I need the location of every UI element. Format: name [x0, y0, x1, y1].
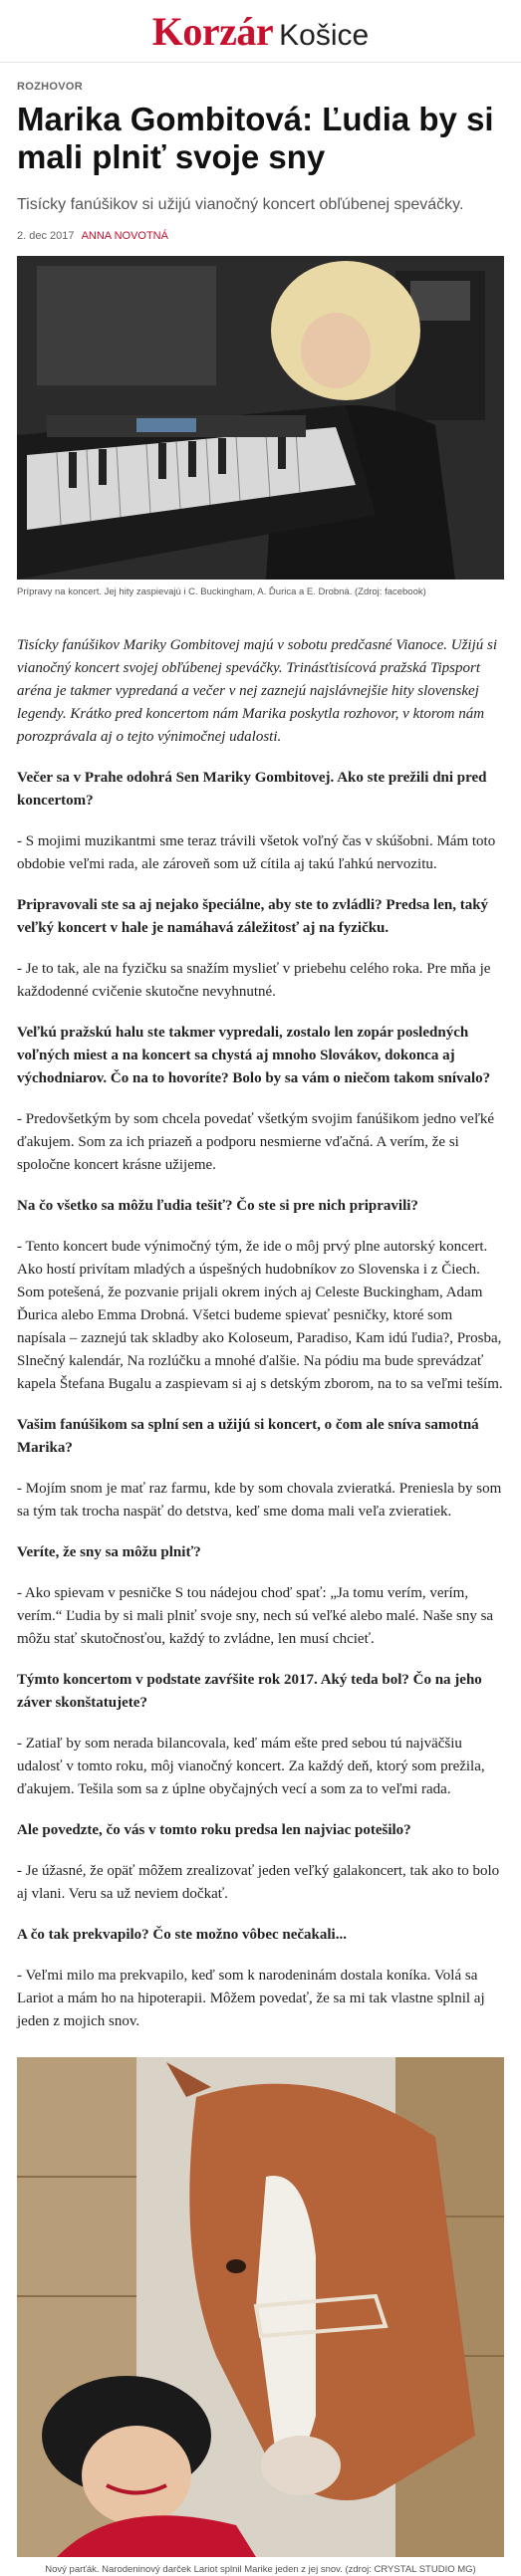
question-9: A čo tak prekvapilo? Čo ste možno vôbec nečakali...	[17, 1927, 347, 1943]
answer-8: - Je úžasné, že opäť môžem zrealizovať jeden veľký galakoncert, tak ako to bolo aj vlani. Veru sa už neviem dočkať.	[17, 1863, 500, 1902]
logo-korzar: Korzár	[151, 8, 274, 54]
question-1: Večer sa v Prahe odohrá Sen Mariky Gombitovej. Ako ste prežili dni pred koncertom?	[17, 770, 487, 809]
photo-horse-illustration	[17, 2057, 504, 2557]
article-kicker[interactable]: ROZHOVOR	[17, 81, 83, 93]
question-8: Ale povedzte, čo vás v tomto roku predsa len najviac potešilo?	[17, 1822, 411, 1838]
site-header	[0, 0, 521, 63]
logo-city: Košice	[279, 18, 370, 52]
site-logo[interactable]	[152, 8, 369, 55]
question-2: Pripravovali ste sa aj nejako špeciálne, aby ste to zvládli? Predsa len, taký veľký koncert v hale je namáhavá záležitosť aj na fyzičku.	[17, 897, 489, 936]
question-6: Veríte, že sny sa môžu plniť?	[17, 1544, 201, 1560]
article-photo-horse[interactable]	[17, 2057, 504, 2557]
answer-4: - Tento koncert bude výnimočný tým, že ide o môj prvý plne autorský koncert. Ako hostí privítam mladých a úspešných hudobníkov zo Slovenska i z Čiech. Som potešená, že pozvanie prijali okrem iných aj Celeste Buckingham, Adam Ďurica alebo Emma Drobná. Všetci budeme spievať pesničky, ktoré som napísala – zaznejú tak skladby ako Koloseum, Paradiso, Kam idú ľudia?, Prosba, Slnečný kalendár, Na rozlúčku a mnohé ďalšie. Na pódiu ma bude sprevádzať kapela Štefana Bugalu a zaspievam si aj s detským zborom, na to sa veľmi teším.	[17, 1239, 503, 1392]
photo2-caption: Nový parťák. Narodeninový darček Lariot splnil Marike jeden z jej snov. (zdroj: CRYSTAL STUDIO MG)	[45, 2564, 476, 2575]
question-4: Na čo všetko sa môžu ľudia tešiť? Čo ste si pre nich pripravili?	[17, 1198, 418, 1214]
article-author[interactable]: ANNA NOVOTNÁ	[81, 230, 168, 242]
article-date: 2. dec 2017	[17, 230, 75, 242]
article-photo-keyboard[interactable]	[17, 256, 504, 580]
answer-3: - Predovšetkým by som chcela povedať všetkým svojim fanúšikom jedno veľké ďakujem. Som za ich priazeň a podporu nesmierne vďačná. A verím, že si spoločne koncert krásne užijeme.	[17, 1111, 495, 1173]
photo-keyboard-illustration	[17, 256, 504, 580]
question-3: Veľkú pražskú halu ste takmer vypredali, zostalo len zopár posledných voľných miest a na koncert sa chystá aj mnoho Slovákov, dokonca aj východniarov. Čo na to hovoríte? Bolo by sa vám o niečom takom snívalo?	[17, 1025, 491, 1086]
answer-6: - Ako spievam v pesničke S tou nádejou choď spať: „Ja tomu verím, verím, verím.“ Ľudia by si mali plniť svoje sny, nech sú veľké alebo malé. Naše sny sa môžu stať skutočnosťou, každý to zvládne, len musí chcieť.	[17, 1585, 494, 1647]
answer-5: - Mojím snom je mať raz farmu, kde by som chovala zvieratká. Preniesla by som sa tým tak trocha naspäť do detstva, keď sme doma mali veľa zvieratiek.	[17, 1481, 502, 1520]
article-meta	[17, 230, 504, 242]
answer-9: - Veľmi milo ma prekvapilo, keď som k narodeninám dostala koníka. Volá sa Lariot a mám ho na hipoterapii. Môžem povedať, že sa mi tak vlastne splnil aj jeden z mojich snov.	[17, 1968, 485, 2029]
article-content	[0, 81, 521, 2576]
article-lead: Tisícky fanúšikov Mariky Gombitovej majú v sobotu predčasné Vianoce. Užijú si vianočný koncert svojej obľúbenej speváčky. Trinásťtisícová pražská Tipsport aréna je takmer vypredaná a večer v nej zaznejú najslávnejšie hity slovenskej legendy. Krátko pred koncertom nám Marika poskytla rozhovor, v ktorom nám porozprávala aj o tejto výnimočnej udalosti.	[17, 637, 497, 745]
photo1-caption: Prípravy na koncert. Jej hity zaspievajú i C. Buckingham, A. Ďurica a E. Drobná. (Zdroj: facebook)	[17, 586, 426, 597]
question-5: Vašim fanúšikom sa splní sen a užijú si koncert, o čom ale sníva samotná Marika?	[17, 1417, 479, 1456]
answer-1: - S mojimi muzikantmi sme teraz trávili všetok voľný čas v skúšobni. Mám toto obdobie veľmi rada, ale zároveň som už cítila aj takú ľahkú nervozitu.	[17, 833, 496, 872]
answer-2: - Je to tak, ale na fyzičku sa snažím myslieť v priebehu celého roka. Pre mňa je každodenné cvičenie skutočne nevyhnutné.	[17, 961, 491, 1000]
answer-7: - Zatiaľ by som nerada bilancovala, keď mám ešte pred sebou tú najväčšiu udalosť v tomto roku, môj vianočný koncert. Za každý deň, ktorý som prežila, ďakujem. Tešila som sa z úplne obyčajných vecí a som za to veľmi rada.	[17, 1736, 485, 1797]
article-perex: Tisícky fanúšikov si užijú vianočný koncert obľúbenej speváčky.	[17, 196, 464, 213]
question-7: Týmto koncertom v podstate zavŕšite rok 2017. Aký teda bol? Čo na jeho záver skonštatujete?	[17, 1672, 482, 1711]
article-title: Marika Gombitová: Ľudia by si mali plniť svoje sny	[17, 101, 494, 175]
